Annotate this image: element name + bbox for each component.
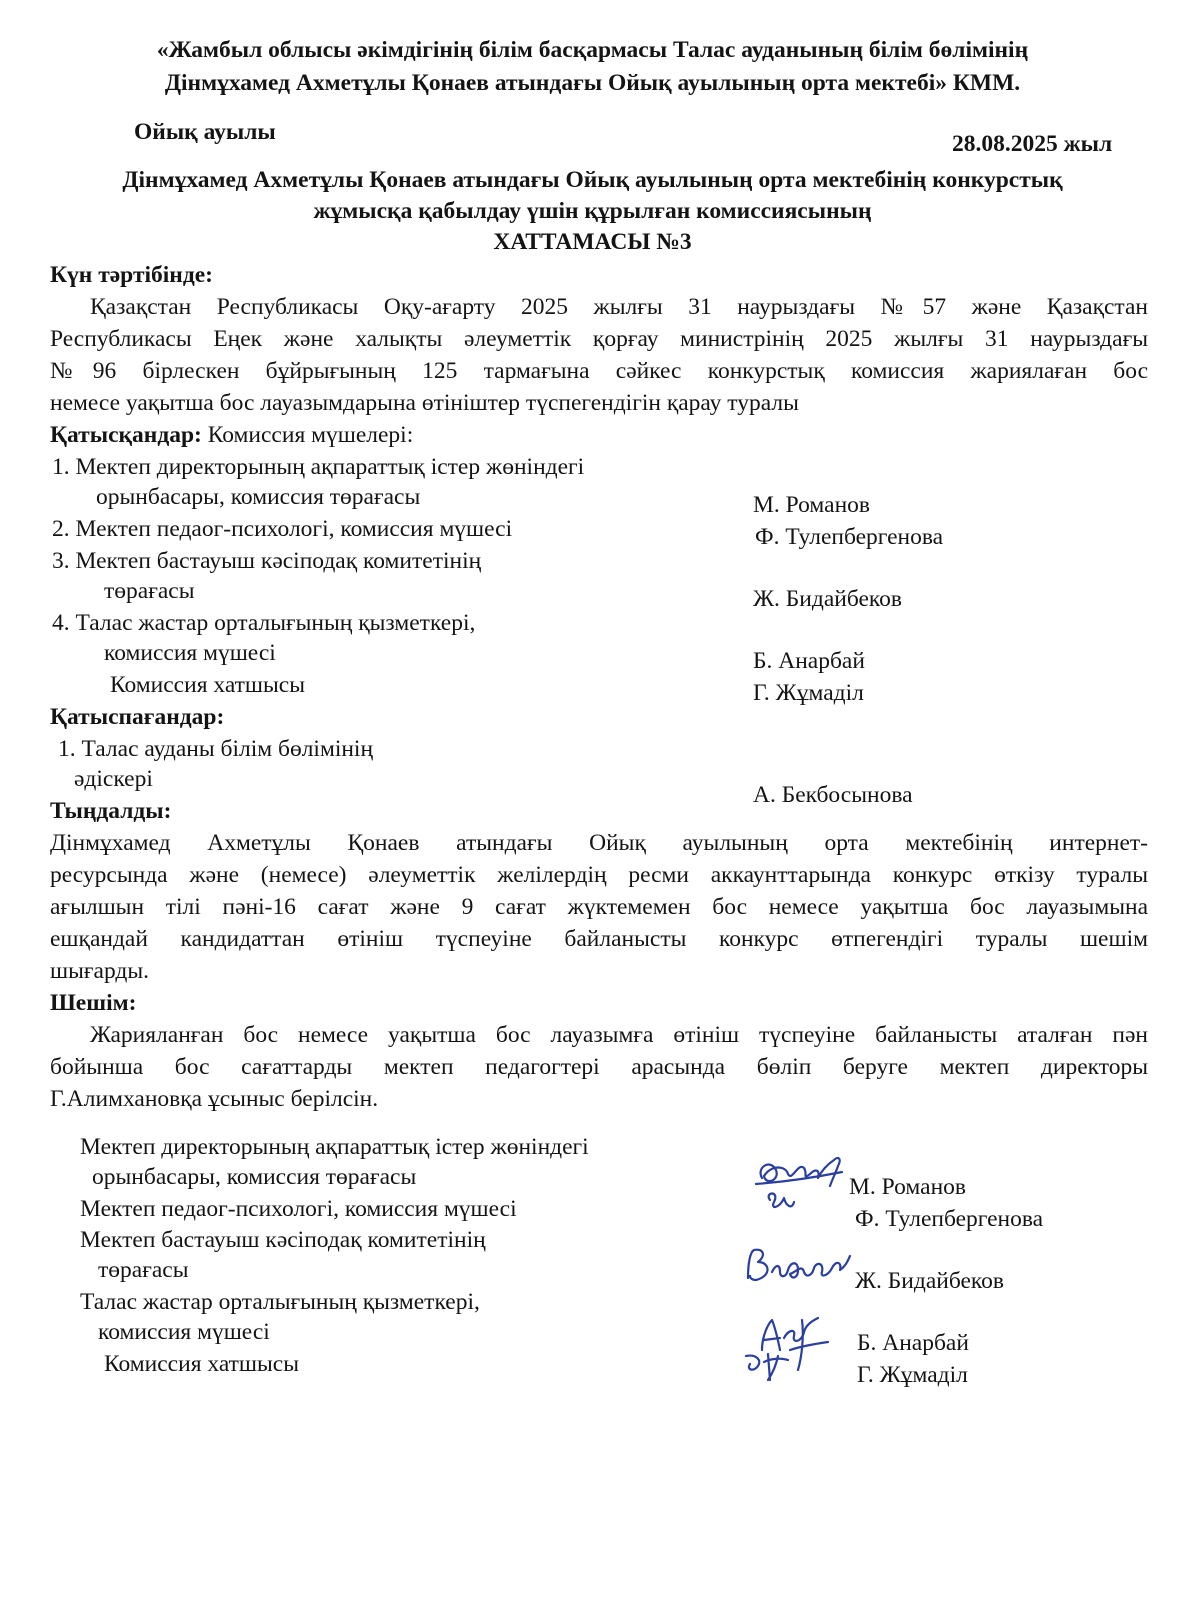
member-name-romanov: М. Романов [753, 492, 870, 518]
sign-role-line-6: Талас жастар орталығының қызметкері, [80, 1289, 480, 1315]
sign-role-line-4: Мектеп бастауыш кәсіподақ комитетінің [80, 1227, 486, 1253]
signature-bidaibekov-graphic [742, 1244, 852, 1290]
heard-line-5: шығарды. [50, 958, 150, 984]
absent-name: А. Бекбосынова [753, 782, 913, 808]
sign-role-line-7: комиссия мүшесі [98, 1319, 270, 1345]
heard-line-4: ешқандай кандидаттан өтініш түспеуіне байланысты конкурс өтпегендігі туралы шешім [50, 926, 1148, 952]
member-4-role-line-1: 4. Талас жастар орталығының қызметкері, [52, 610, 476, 636]
sign-name-romanov: М. Романов [849, 1174, 966, 1200]
heard-heading: Тыңдалды: [50, 798, 172, 824]
heard-line-2: ресурсында және (немесе) әлеуметтік желілердің ресми аккаунттарында конкурс өткізу туралы [50, 862, 1148, 888]
decision-line-1: Жарияланған бос немесе уақытша бос лауазымға өтініш түспеуіне байланысты аталған пән [90, 1022, 1148, 1048]
member-name-tulepbergenova: Ф. Тулепбергенова [755, 524, 944, 550]
member-name-anarbai: Б. Анарбай [753, 648, 865, 674]
signature-romanov-graphic [752, 1148, 848, 1228]
sign-role-line-5: төрағасы [98, 1257, 189, 1283]
member-3-role-line-2: төрағасы [104, 578, 195, 604]
sign-role-line-1: Мектеп директорының ақпараттық істер жөніндегі [80, 1134, 589, 1160]
agenda-line-3: №96 бірлескен бұйрығының 125 тармағына сәйкес конкурстық комиссия жариялаған бос [50, 358, 1148, 384]
decision-heading: Шешім: [50, 990, 137, 1016]
absent-role-line-1: 1. Талас ауданы білім бөлімінің [58, 736, 374, 762]
sign-role-line-8: Комиссия хатшысы [104, 1351, 300, 1377]
sign-name-anarbai: Б. Анарбай [857, 1330, 969, 1356]
sign-role-line-3: Мектеп педаог-психологі, комиссия мүшесі [80, 1196, 517, 1222]
title-line-1: Дінмұхамед Ахметұлы Қонаев атындағы Ойық ауылының орта мектебінің конкурстық [122, 167, 1063, 193]
sign-role-line-2: орынбасары, комиссия төрағасы [92, 1164, 417, 1190]
absent-role-line-2: әдіскері [74, 766, 153, 792]
agenda-line-1: Қазақстан Республикасы Оқу-ағарту 2025 жылғы 31 наурыздағы №57 және Қазақстан [90, 294, 1148, 320]
date-label: 28.08.2025 жыл [952, 131, 1113, 157]
member-3-role-line-1: 3. Мектеп бастауыш кәсіподақ комитетінің [52, 548, 482, 574]
absent-heading: Қатыспағандар: [50, 704, 225, 730]
decision-line-2: бойынша бос сағаттарды мектеп педагогтері арасында бөліп беруге мектеп директоры [50, 1054, 1148, 1080]
agenda-heading: Күн тәртібінде: [50, 262, 213, 288]
sign-name-bidaibekov: Ж. Бидайбеков [855, 1268, 1004, 1294]
sign-name-zhumadil: Г. Жұмаділ [857, 1362, 968, 1388]
heard-line-1: Дінмұхамед Ахметұлы Қонаев атындағы Ойық ауылының орта мектебінің интернет- [50, 830, 1148, 856]
participants-label: Қатысқандар: [50, 422, 202, 448]
sign-name-tulepbergenova: Ф. Тулепбергенова [855, 1206, 1044, 1232]
protocol-number: ХАТТАМАСЫ №3 [493, 229, 692, 255]
agenda-line-2: Республикасы Еңек және халықты әлеуметтік қорғау министрінің 2025 жылғы 31 наурыздағы [50, 326, 1148, 352]
participants-sublabel: Комиссия мүшелері: [201, 422, 414, 448]
secretary-role: Комиссия хатшысы [110, 672, 306, 698]
participants-heading [50, 419, 413, 452]
member-1-role-line-1: 1. Мектеп директорының ақпараттық істер жөніндегі [52, 454, 585, 480]
signature-anarbai-graphic [742, 1310, 842, 1390]
agenda-line-4: немесе уақытша бос лауазымдарына өтініштер түспегендігін қарау туралы [50, 390, 799, 416]
member-name-zhumadil: Г. Жұмаділ [753, 680, 864, 706]
member-2-role: 2. Мектеп педаог-психологі, комиссия мүшесі [52, 516, 513, 542]
member-name-bidaibekov: Ж. Бидайбеков [753, 586, 902, 612]
org-header-line-2: Дінмұхамед Ахметұлы Қонаев атындағы Ойық ауылының орта мектебі» КММ. [164, 70, 1021, 96]
decision-line-3: Г.Алимхановқа ұсыныс берілсін. [50, 1086, 379, 1112]
place-label: Ойық ауылы [134, 119, 276, 145]
member-1-role-line-2: орынбасары, комиссия төрағасы [96, 484, 421, 510]
member-4-role-line-2: комиссия мүшесі [104, 640, 276, 666]
org-header-line-1: «Жамбыл облысы әкімдігінің білім басқармасы Талас ауданының білім бөлімінің [156, 37, 1029, 63]
title-line-2: жұмысқа қабылдау үшін құрылған комиссиясының [313, 198, 872, 224]
heard-line-3: ағылшын тілі пәні-16 сағат және 9 сағат жүктемемен бос немесе уақытша бос лауазымына [50, 894, 1148, 920]
